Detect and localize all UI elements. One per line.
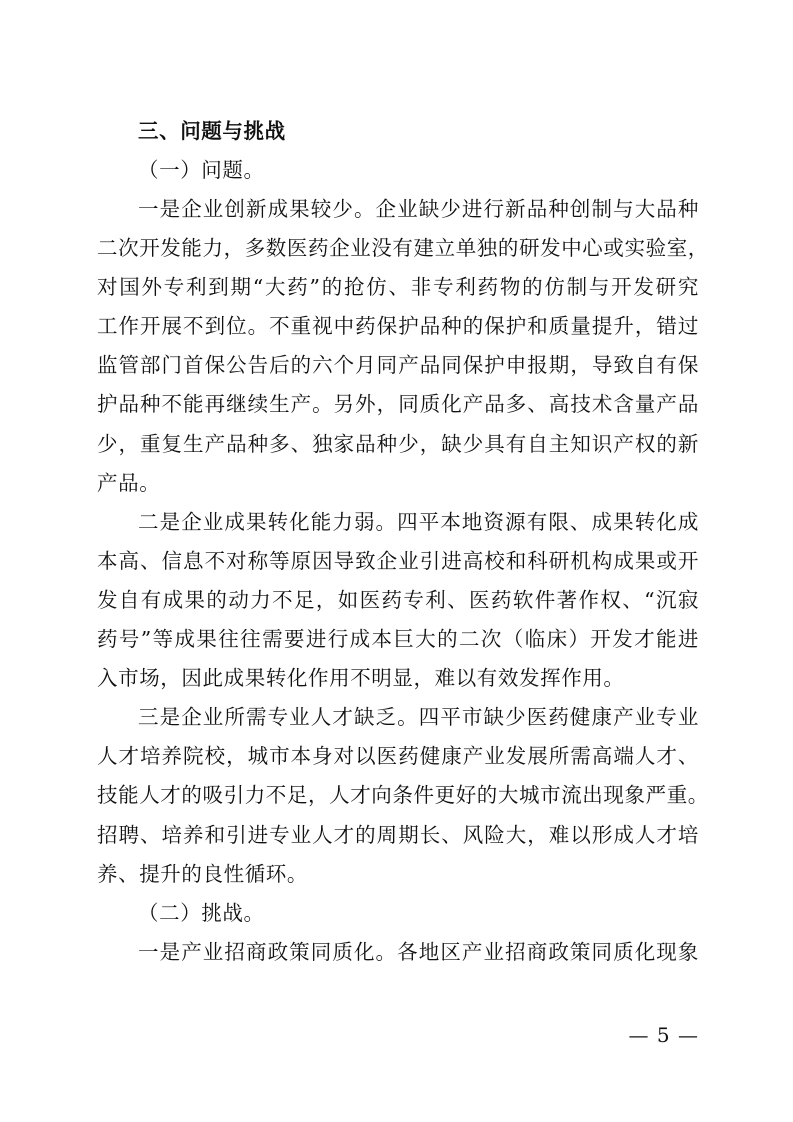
page-content xyxy=(97,112,709,972)
section-heading: 三、问题与挑战 xyxy=(138,119,286,143)
text-line: 药号”等成果往往需要进行成本巨大的二次（临床）开发才能进 xyxy=(97,627,699,652)
text-line: 人才培养院校，城市本身对以医药健康产业发展所需高端人才、 xyxy=(97,744,699,769)
text-line: 三是企业所需专业人才缺乏。四平市缺少医药健康产业专业 xyxy=(138,705,699,730)
text-line: 养、提升的良性循环。 xyxy=(97,861,308,886)
text-line: 护品种不能再继续生产。另外，同质化产品多、高技术含量产品 xyxy=(97,392,699,417)
text-line: 监管部门首保公告后的六个月同产品同保护申报期，导致自有保 xyxy=(97,353,699,378)
subsection-heading-challenges: （二）挑战。 xyxy=(138,900,265,925)
subsection-heading-problems: （一）问题。 xyxy=(138,158,265,182)
text-line: 二是企业成果转化能力弱。四平本地资源有限、成果转化成 xyxy=(138,509,699,534)
paragraph-talent xyxy=(97,698,709,893)
text-line: 入市场，因此成果转化作用不明显，难以有效发挥作用。 xyxy=(97,666,625,691)
paragraph-policy xyxy=(97,933,699,972)
text-line: 本高、信息不对称等原因导致企业引进高校和科研机构成果或开 xyxy=(97,548,699,573)
text-line: 一是产业招商政策同质化。各地区产业招商政策同质化现象 xyxy=(138,939,699,964)
page-number: — 5 — xyxy=(628,1023,699,1047)
paragraph-innovation xyxy=(97,190,709,503)
text-line: 招聘、培养和引进专业人才的周期长、风险大，难以形成人才培 xyxy=(97,822,699,847)
text-line: 少，重复生产品种多、独家品种少，缺少具有自主知识产权的新 xyxy=(97,431,699,456)
text-line: 一是企业创新成果较少。企业缺少进行新品种创制与大品种 xyxy=(138,197,699,221)
text-line: 工作开展不到位。不重视中药保护品种的保护和质量提升，错过 xyxy=(97,314,699,339)
text-line: 技能人才的吸引力不足，人才向条件更好的大城市流出现象严重。 xyxy=(97,783,709,808)
text-line: 二次开发能力，多数医药企业没有建立单独的研发中心或实验室， xyxy=(97,236,709,261)
text-line: 发自有成果的动力不足，如医药专利、医药软件著作权、“沉寂 xyxy=(97,587,699,612)
text-line: 对国外专利到期“大药”的抢仿、非专利药物的仿制与开发研究 xyxy=(97,275,699,300)
paragraph-transformation xyxy=(97,503,699,698)
text-line: 产品。 xyxy=(97,470,161,495)
